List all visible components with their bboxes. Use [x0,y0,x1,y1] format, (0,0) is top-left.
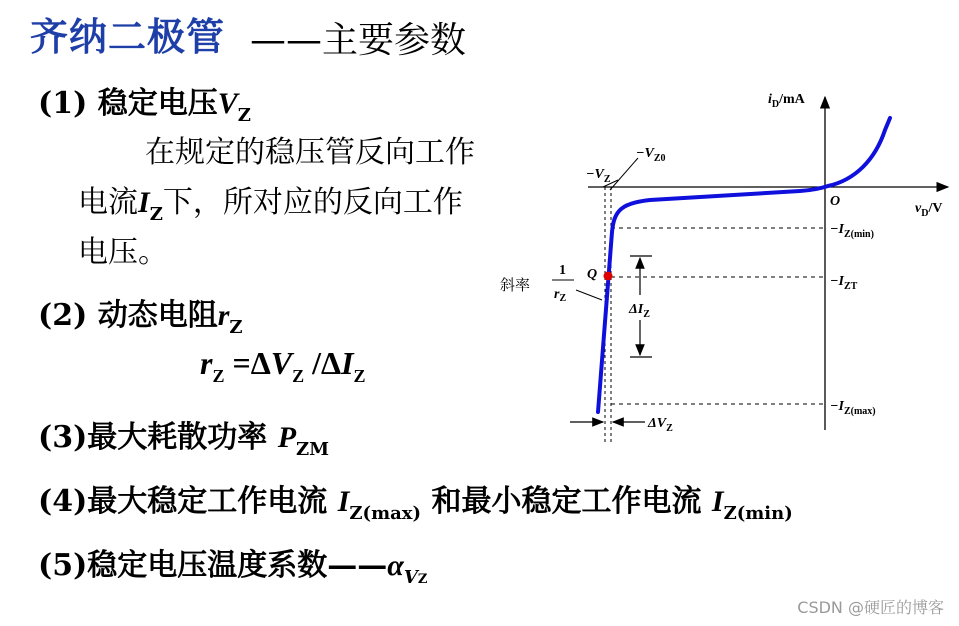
param-2-var: r [217,299,230,332]
formula-i-sub: Z [353,366,366,386]
formula-lhs: r [200,345,213,381]
param-1-desc-line1: 在规定的稳压管反向工作 [145,135,475,170]
slope-numerator: 1 [559,263,566,278]
q-point [604,272,613,281]
delta-vz-label: $\Delta V_Z$ [648,416,673,434]
param-1-desc-line2 [78,178,463,232]
param-1-sub: Z [237,105,251,126]
watermark: CSDN @硬匠的博客 [797,598,944,617]
param-2-sub: Z [229,317,243,338]
origin-label: O [830,194,841,209]
param-4-mid: 和最小稳定工作电流 [421,484,712,519]
iv-curve [598,118,890,412]
param-4-sub1: Z(max) [349,503,422,524]
page-title: 齐纳二极管 [30,15,226,59]
param-5-label: (5)稳定电压温度系数—— [38,548,388,583]
param-1-label: (1) 稳定电压 [38,86,218,121]
param-4-var1: I [337,485,350,518]
slope-denominator: $r_Z$ [554,287,567,304]
param-5-sub [404,567,427,588]
param-4-var2: I [711,485,724,518]
vz0-label: $-V_{Z0}$ [636,146,666,164]
param-5-sub-var: V [403,567,418,588]
desc-text-post: 下，所对应的反向工作 [162,185,463,220]
param-3-sub: ZM [296,439,330,460]
vz-label: $-V_Z$ [586,167,611,185]
formula-lhs-sub: Z [212,366,225,386]
q-label: Q [587,267,598,282]
y-axis-label: $i_D/mA$ [768,92,805,110]
slope-label: 斜率 [500,278,531,294]
param-5-sub-sub: Z [417,572,428,587]
slope-leader [576,290,602,300]
zener-iv-diagram [490,85,959,445]
izt-label: $-I_{ZT}$ [830,274,858,292]
param-3 [38,412,330,460]
formula-v-sub: Z [292,366,305,386]
delta-iz-label: $\Delta I_Z$ [629,302,650,320]
param-1-var: V [217,87,238,120]
param-3-var: P [277,421,297,454]
param-2-heading [38,290,243,338]
param-1-heading [38,78,251,126]
dynamic-resistance-formula [200,345,366,386]
iz-min-label: $-I_{Z(min)}$ [830,222,874,240]
param-5-var: α [387,549,404,582]
desc-var: I [138,186,150,219]
param-1-desc-line3: 电压。 [78,235,168,270]
param-4-label: (4)最大稳定工作电流 [38,484,338,519]
param-4 [38,476,793,524]
formula-i: I [341,345,354,381]
formula-v: V [270,345,293,381]
param-5 [38,540,428,588]
param-3-label: (3)最大耗散功率 [38,420,278,455]
desc-sub: Z [149,204,163,225]
formula-eq: =Δ [224,345,271,381]
page-subtitle: ——主要参数 [250,20,467,61]
desc-text: 电流 [78,185,138,220]
param-2-label: (2) 动态电阻 [38,298,218,333]
x-axis-label: $v_D/V$ [915,201,943,219]
formula-div: /Δ [304,345,342,381]
vz0-leader [610,158,638,190]
param-4-sub2: Z(min) [723,503,793,524]
iz-max-label: $-I_{Z(max)}$ [830,399,876,417]
